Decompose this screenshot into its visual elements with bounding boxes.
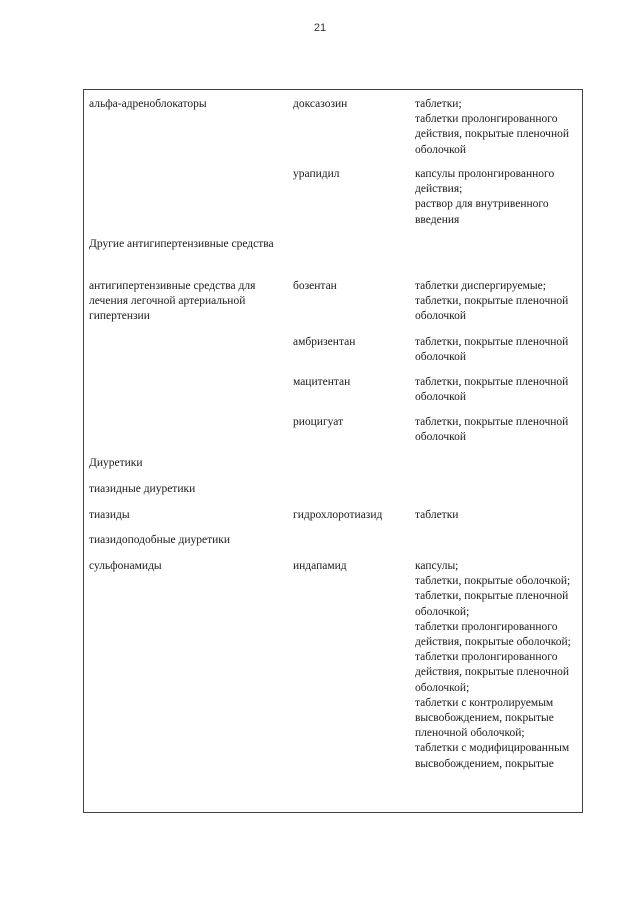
form-cell: таблетки диспергируемые; таблетки, покрытые пленочной оболочкой bbox=[415, 280, 569, 323]
form-cell: капсулы; таблетки, покрытые оболочкой; таблетки, покрытые пленочной оболочкой; таблетки пролонгированного действия, покрытые оболочкой; таблетки пролонгированного действия, покрытые пленочной оболочкой; таблетки с контролируемым высвобождением, покрытые пленочной оболочкой; таблетки с модифицированным высвобождением, покрытые bbox=[415, 560, 571, 770]
form-cell: капсулы пролонгированного действия; раствор для внутривенного введения bbox=[415, 168, 555, 226]
group-cell: антигипертензивные средства для лечения легочной артериальной гипертензии bbox=[89, 280, 256, 323]
form-cell: таблетки, покрытые пленочной оболочкой bbox=[415, 416, 569, 444]
page-number: 21 bbox=[313, 22, 327, 34]
drug-cell: индапамид bbox=[293, 560, 347, 572]
group-cell: Другие антигипертензивные средства bbox=[89, 238, 274, 250]
drug-cell: риоцигуат bbox=[293, 416, 344, 428]
group-cell: альфа-адреноблокаторы bbox=[89, 98, 207, 110]
drug-table bbox=[83, 89, 583, 813]
drug-cell: амбризентан bbox=[293, 336, 356, 348]
group-cell: тиазиды bbox=[89, 509, 130, 521]
drug-cell: гидрохлоротиазид bbox=[293, 509, 383, 521]
drug-cell: мацитентан bbox=[293, 376, 351, 388]
form-cell: таблетки bbox=[415, 509, 459, 521]
drug-cell: доксазозин bbox=[293, 98, 348, 110]
form-cell: таблетки, покрытые пленочной оболочкой bbox=[415, 336, 569, 364]
form-cell: таблетки; таблетки пролонгированного действия, покрытые пленочной оболочкой bbox=[415, 98, 570, 156]
group-cell: Диуретики bbox=[89, 457, 143, 469]
form-cell: таблетки, покрытые пленочной оболочкой bbox=[415, 376, 569, 404]
drug-cell: урапидил bbox=[293, 168, 340, 180]
group-cell: тиазидоподобные диуретики bbox=[89, 534, 230, 546]
drug-cell: бозентан bbox=[293, 280, 337, 292]
group-cell: сульфонамиды bbox=[89, 560, 162, 572]
group-cell: тиазидные диуретики bbox=[89, 483, 196, 495]
